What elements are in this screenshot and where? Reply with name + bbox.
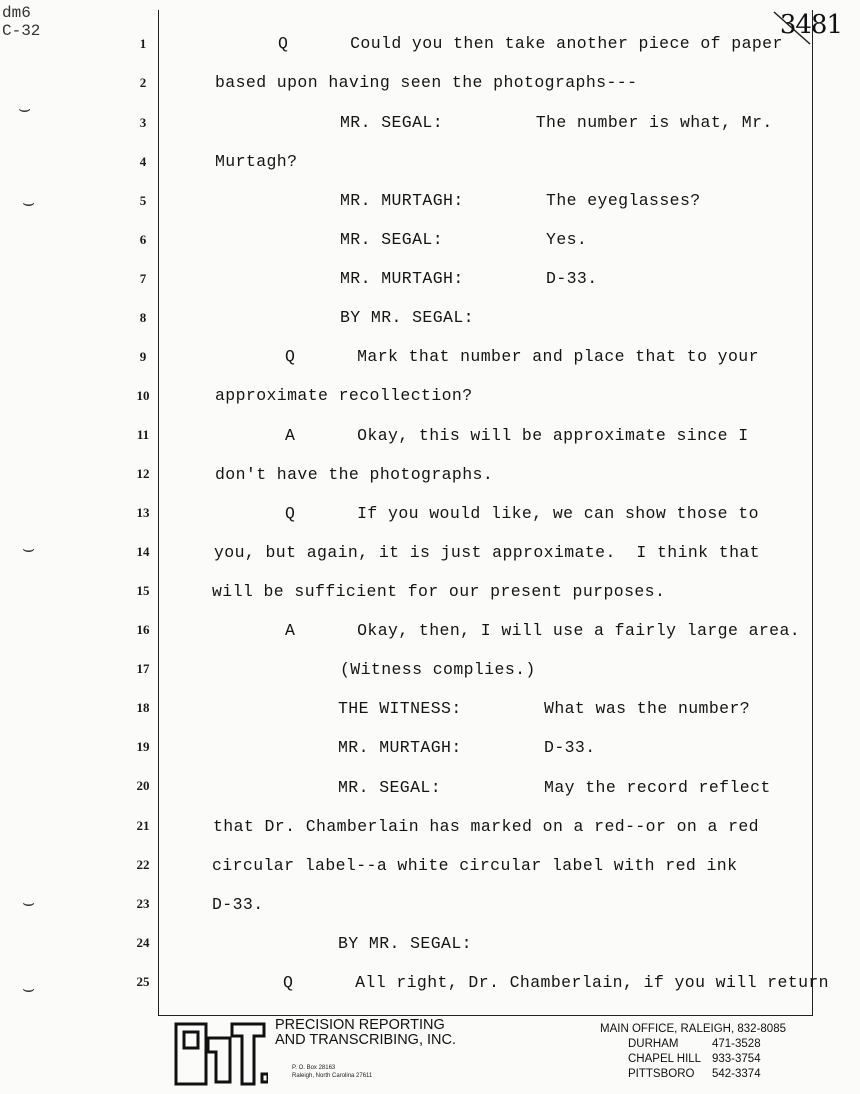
- office-name: MAIN OFFICE, RALEIGH,: [600, 1023, 735, 1035]
- line-number: 7: [139, 271, 147, 286]
- office-list: [600, 1022, 786, 1082]
- company-name-line1: PRECISION REPORTING: [275, 1017, 445, 1033]
- line-number: 18: [136, 700, 150, 715]
- company-name: [275, 1018, 456, 1048]
- transcript-line: based upon having seen the photographs---: [215, 73, 638, 92]
- line-number: 17: [136, 661, 150, 676]
- line-number: 11: [136, 427, 150, 442]
- line-number: 16: [136, 622, 150, 637]
- transcript-line: BY MR. SEGAL:: [338, 934, 472, 953]
- company-address: [292, 1064, 372, 1080]
- transcript-line: A Okay, then, I will use a fairly large area.: [285, 621, 801, 640]
- margin-tick-mark: ⌣: [22, 536, 36, 560]
- line-number: 3: [139, 115, 147, 130]
- transcript-line: Q Could you then take another piece of paper: [278, 34, 783, 53]
- office-row: [600, 1037, 786, 1052]
- office-phone: 542-3374: [712, 1068, 761, 1080]
- transcript-line: Q If you would like, we can show those to: [285, 504, 759, 523]
- office-row: [600, 1022, 786, 1037]
- company-name-line2: AND TRANSCRIBING, INC.: [275, 1032, 457, 1048]
- transcript-line: approximate recollection?: [215, 386, 473, 405]
- line-number: 9: [139, 349, 147, 364]
- line-number: 8: [139, 310, 147, 325]
- transcript-line: A Okay, this will be approximate since I: [285, 426, 749, 445]
- transcript-line: MR. SEGAL: May the record reflect: [338, 778, 771, 797]
- line-number: 1: [139, 36, 147, 51]
- line-number: 2: [139, 75, 147, 90]
- transcript-line: Q Mark that number and place that to your: [285, 347, 759, 366]
- line-number: 24: [136, 935, 150, 950]
- office-name: CHAPEL HILL: [628, 1053, 702, 1065]
- line-number: 13: [136, 505, 150, 520]
- margin-tick-mark: ⌣: [22, 976, 36, 1000]
- line-number: 14: [136, 544, 150, 559]
- address-line1: P. O. Box 28163: [292, 1065, 336, 1071]
- line-number: 15: [136, 583, 150, 598]
- transcript-line: MR. MURTAGH: D-33.: [340, 269, 598, 288]
- office-phone: 933-3754: [712, 1053, 761, 1065]
- transcript-line: D-33.: [212, 895, 264, 914]
- transcript-line: MR. SEGAL: Yes.: [340, 230, 588, 249]
- transcript-line: THE WITNESS: What was the number?: [338, 699, 751, 718]
- transcript-line: Murtagh?: [215, 152, 298, 171]
- company-logo: [172, 1018, 268, 1090]
- line-number: 23: [136, 896, 150, 911]
- margin-tick-mark: ⌣: [22, 890, 36, 914]
- transcript-line: MR. MURTAGH: D-33.: [338, 738, 596, 757]
- transcript-line: MR. MURTAGH: The eyeglasses?: [340, 191, 701, 210]
- office-row: [600, 1052, 786, 1067]
- address-line2: Raleigh, North Carolina 27611: [292, 1073, 373, 1079]
- transcript-line: BY MR. SEGAL:: [340, 308, 474, 327]
- line-number: 22: [136, 857, 150, 872]
- transcript-line: that Dr. Chamberlain has marked on a red--or on a red: [213, 817, 759, 836]
- margin-tick-mark: ⌣: [22, 190, 36, 214]
- line-number: 10: [136, 388, 150, 403]
- office-phone: 832-8085: [737, 1023, 786, 1035]
- office-row: [600, 1067, 786, 1082]
- office-name: PITTSBORO: [628, 1068, 695, 1080]
- line-number: 12: [136, 466, 150, 481]
- page-number: 3481: [779, 10, 842, 40]
- office-name: DURHAM: [628, 1038, 679, 1050]
- margin-tick-mark: ⌣: [18, 96, 32, 120]
- margin-note-dm6: dm6: [2, 4, 31, 22]
- transcript-line: will be sufficient for our present purposes.: [212, 582, 666, 601]
- line-number: 6: [139, 232, 147, 247]
- transcript-line: circular label--a white circular label with red ink: [212, 856, 738, 875]
- margin-note-c32: C-32: [2, 22, 41, 40]
- line-number: 21: [136, 818, 150, 833]
- line-number: 25: [136, 974, 150, 989]
- transcript-line: don't have the photographs.: [215, 465, 494, 484]
- office-phone: 471-3528: [712, 1038, 761, 1050]
- transcript-line: (Witness complies.): [340, 660, 536, 679]
- transcript-line: MR. SEGAL: The number is what, Mr.: [340, 113, 773, 132]
- page-footer: [0, 1016, 860, 1094]
- line-number: 5: [139, 193, 147, 208]
- transcript-line: Q All right, Dr. Chamberlain, if you will return: [283, 973, 829, 992]
- line-number: 19: [136, 739, 150, 754]
- transcript-line: you, but again, it is just approximate. I think that: [214, 543, 760, 562]
- line-number: 4: [139, 154, 147, 169]
- line-number: 20: [136, 778, 150, 793]
